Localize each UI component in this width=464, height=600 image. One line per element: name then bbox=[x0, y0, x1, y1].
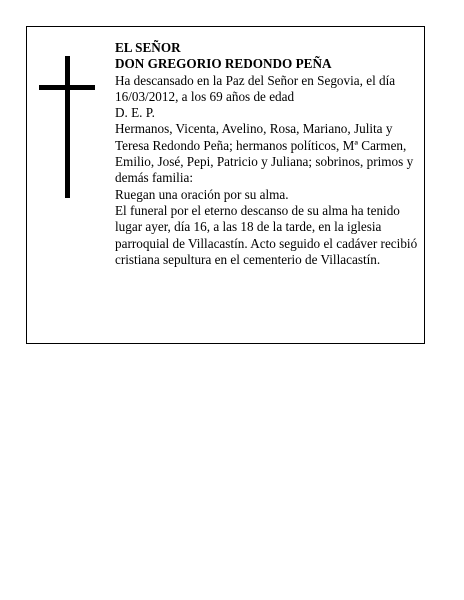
cross-horizontal-bar bbox=[39, 85, 95, 90]
obituary-notice bbox=[26, 26, 425, 344]
funeral-paragraph: El funeral por el eterno descanso de su alma ha tenido lugar ayer, día 16, a las 18 de la tarde, en la iglesia parroquial de Villacastín. Acto seguido el cadáver recibió cristiana sepultura en el cementerio de Villacastín. bbox=[115, 202, 418, 267]
obituary-text bbox=[115, 40, 420, 268]
title-line-1: EL SEÑOR bbox=[115, 40, 181, 55]
prayer-request: Ruegan una oración por su alma. bbox=[115, 186, 289, 202]
deceased-name: DON GREGORIO REDONDO PEÑA bbox=[115, 56, 332, 72]
rip-line: D. E. P. bbox=[115, 105, 155, 121]
announcement-paragraph: Ha descansado en la Paz del Señor en Segovia, el día 16/03/2012, a los 69 años de edad bbox=[115, 72, 396, 104]
family-paragraph: Hermanos, Vicenta, Avelino, Rosa, Mariano, Julita y Teresa Redondo Peña; hermanos políticos, Mª Carmen, Emilio, José, Pepi, Patricio y Juliana; sobrinos, primos y demás familia: bbox=[115, 121, 414, 186]
cross-vertical-bar bbox=[65, 56, 70, 198]
